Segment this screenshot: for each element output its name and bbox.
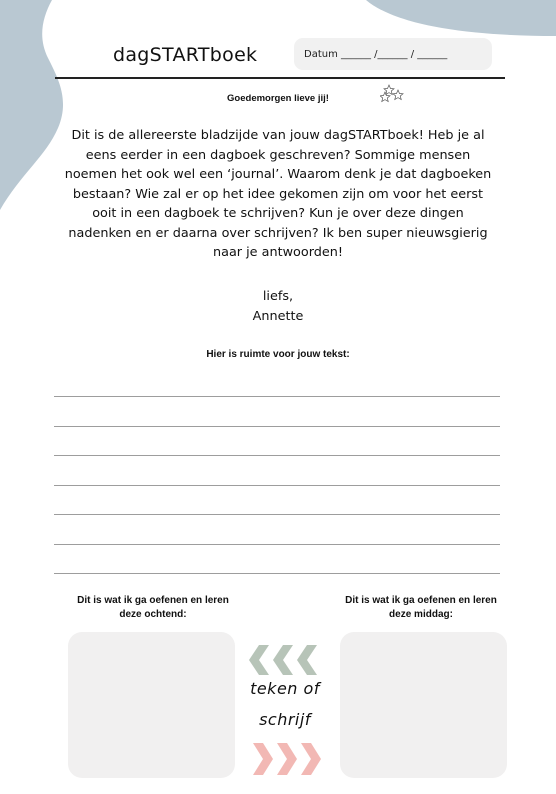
writing-area[interactable] — [54, 396, 500, 603]
page-title: dagSTARTboek — [113, 44, 258, 66]
writing-line — [54, 485, 500, 486]
signoff-greeting: liefs, — [262, 289, 294, 304]
header-divider — [55, 77, 505, 79]
signoff — [0, 287, 556, 327]
draw-prompt-line2: schrijf — [259, 710, 311, 729]
goal-morning-label: Dit is wat ik ga oefenen en leren deze ochtend: — [77, 595, 229, 620]
writing-line — [54, 514, 500, 515]
writing-space-label: Hier is ruimte voor jouw tekst: — [206, 349, 350, 360]
writing-line — [54, 573, 500, 574]
goal-afternoon-label: Dit is wat ik ga oefenen en leren deze middag: — [345, 595, 497, 620]
chevrons-left-icon — [249, 645, 321, 675]
signoff-name: Annette — [252, 309, 304, 324]
writing-line — [54, 455, 500, 456]
draw-prompt-line1: teken of — [250, 679, 320, 698]
writing-line — [54, 396, 500, 397]
writing-line — [54, 544, 500, 545]
greeting: Goedemorgen lieve jij! — [227, 93, 329, 104]
goal-morning-box[interactable] — [68, 632, 235, 778]
intro-text: Dit is de allereerste bladzijde van jouw dagSTARTboek! Heb je al eens eerder in een dagboek geschreven? Sommige mensen noemen het ook wel een ‘journal’. Waarom denk je dat dagboeken bestaan? Wie zal er op het idee gekomen zijn om voor het eerst ooit in een dagboek te schrijven? Kun je over deze dingen nadenken en er daarna over schrijven? Ik ben super nieuwsgierig naar je antwoorden! — [64, 128, 492, 260]
date-field[interactable] — [294, 38, 492, 70]
date-label: Datum ______ /______ / ______ — [304, 48, 448, 60]
chevrons-right-icon — [253, 743, 325, 775]
writing-line — [54, 426, 500, 427]
decorative-blob-right — [366, 0, 556, 36]
stars-icon — [380, 84, 406, 104]
goal-afternoon-box[interactable] — [340, 632, 507, 778]
